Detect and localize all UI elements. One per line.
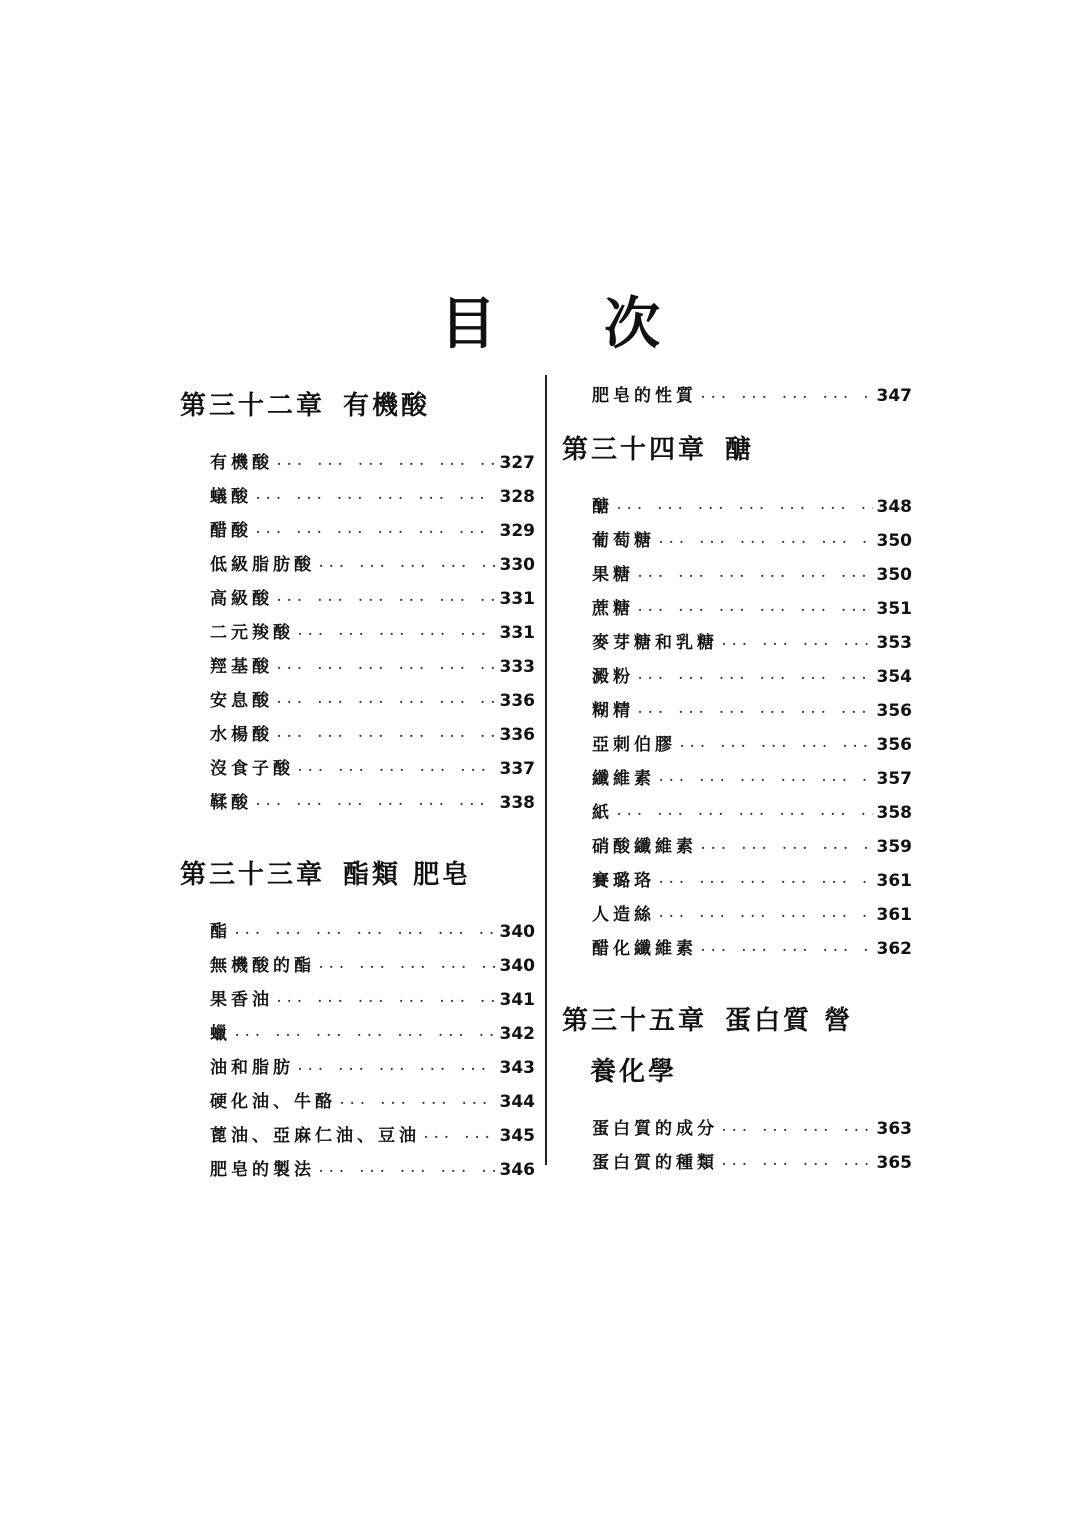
toc-entry[interactable] <box>180 788 535 822</box>
entry-label: 亞刺伯膠 <box>592 735 676 755</box>
entry-label: 纖維素 <box>592 769 655 789</box>
toc-entry[interactable] <box>180 686 535 720</box>
toc-entry[interactable] <box>180 652 535 686</box>
entry-page: 350 <box>876 565 912 585</box>
entry-label: 葡萄糖 <box>592 531 655 551</box>
entry-label: 果糖 <box>592 565 634 585</box>
dot-leader <box>277 994 496 1008</box>
toc-entry[interactable] <box>180 550 535 584</box>
page-title <box>440 280 660 360</box>
entry-page: 340 <box>499 956 535 976</box>
toc-entry[interactable] <box>562 560 912 594</box>
chapter-heading-34 <box>562 429 912 466</box>
entry-label: 肥皂的製法 <box>210 1160 315 1180</box>
toc-left-column <box>180 375 535 1189</box>
dot-leader <box>701 841 873 855</box>
entry-page: 348 <box>876 497 912 517</box>
toc-entry[interactable] <box>180 1121 535 1155</box>
toc-entry[interactable] <box>180 448 535 482</box>
toc-entry[interactable] <box>562 594 912 628</box>
chapter-number: 第三十三章 <box>180 860 326 890</box>
dot-leader <box>701 943 873 957</box>
chapter-number: 第三十五章 <box>562 1006 708 1036</box>
dot-leader <box>256 525 496 539</box>
entry-page: 341 <box>499 990 535 1010</box>
entry-label: 蓖油、亞麻仁油、豆油 <box>210 1126 420 1146</box>
entry-page: 337 <box>499 759 535 779</box>
entry-page: 331 <box>499 623 535 643</box>
toc-entry[interactable] <box>180 1087 535 1121</box>
entry-label: 蛋白質的種類 <box>592 1153 718 1173</box>
entry-page: 333 <box>499 657 535 677</box>
toc-entry[interactable] <box>562 1114 912 1148</box>
entry-page: 336 <box>499 725 535 745</box>
entry-page: 359 <box>876 837 912 857</box>
toc-entry[interactable] <box>562 696 912 730</box>
chapter-title: 酯類 肥皂 <box>343 860 472 890</box>
dot-leader <box>319 559 496 573</box>
entry-label: 醣 <box>592 497 613 517</box>
entry-label: 醋酸 <box>210 521 252 541</box>
dot-leader <box>659 875 873 889</box>
entry-label: 羥基酸 <box>210 657 273 677</box>
entry-page: 344 <box>499 1092 535 1112</box>
dot-leader <box>298 627 496 641</box>
entry-label: 低級脂肪酸 <box>210 555 315 575</box>
dot-leader <box>235 926 496 940</box>
entry-label: 糊精 <box>592 701 634 721</box>
chapter-heading-35 <box>562 1000 912 1088</box>
entry-label: 沒食子酸 <box>210 759 294 779</box>
toc-entry[interactable] <box>562 764 912 798</box>
toc-entry[interactable] <box>562 526 912 560</box>
toc-entry[interactable] <box>562 832 912 866</box>
dot-leader <box>277 593 496 607</box>
entry-label: 果香油 <box>210 990 273 1010</box>
column-divider <box>545 375 547 1165</box>
entry-label: 無機酸的酯 <box>210 956 315 976</box>
entry-page: 331 <box>499 589 535 609</box>
toc-entry[interactable] <box>562 934 912 968</box>
entry-label: 肥皂的性質 <box>592 386 697 406</box>
entry-label: 二元羧酸 <box>210 623 294 643</box>
entry-label: 酯 <box>210 922 231 942</box>
dot-leader <box>638 705 873 719</box>
chapter-title-continued: 養化學 <box>590 1057 678 1087</box>
title-char-2: 次 <box>604 291 660 357</box>
section-gap <box>180 822 535 844</box>
dot-leader <box>722 1157 873 1171</box>
dot-leader <box>277 695 496 709</box>
entry-page: 363 <box>876 1119 912 1139</box>
entry-label: 賽璐珞 <box>592 871 655 891</box>
entry-page: 356 <box>876 735 912 755</box>
toc-entry[interactable] <box>180 584 535 618</box>
toc-entry[interactable] <box>180 1019 535 1053</box>
dot-leader <box>638 569 873 583</box>
chapter-number: 第三十二章 <box>180 391 326 421</box>
entry-page: 361 <box>876 905 912 925</box>
toc-entry[interactable] <box>180 618 535 652</box>
title-char-1: 目 <box>440 291 496 357</box>
entry-page: 345 <box>499 1126 535 1146</box>
toc-entry[interactable] <box>180 516 535 550</box>
dot-leader <box>256 797 496 811</box>
dot-leader <box>235 1028 496 1042</box>
dot-leader <box>659 773 873 787</box>
entry-page: 338 <box>499 793 535 813</box>
entry-page: 328 <box>499 487 535 507</box>
dot-leader <box>277 661 496 675</box>
toc-entry[interactable] <box>562 662 912 696</box>
chapter-title: 蛋白質 營 <box>725 1006 854 1036</box>
entry-label: 有機酸 <box>210 453 273 473</box>
dot-leader <box>659 535 873 549</box>
dot-leader <box>319 960 496 974</box>
entry-label: 蔗糖 <box>592 599 634 619</box>
section-gap <box>562 968 912 990</box>
entry-page: 343 <box>499 1058 535 1078</box>
chapter-title: 醣 <box>725 435 755 465</box>
toc-entry[interactable] <box>180 951 535 985</box>
toc-entry[interactable] <box>562 1148 912 1182</box>
dot-leader <box>256 491 496 505</box>
entry-page: 342 <box>499 1024 535 1044</box>
entry-page: 330 <box>499 555 535 575</box>
chapter-heading-33 <box>180 854 535 891</box>
entry-page: 329 <box>499 521 535 541</box>
entry-page: 351 <box>876 599 912 619</box>
dot-leader <box>277 457 496 471</box>
chapter-number: 第三十四章 <box>562 435 708 465</box>
entry-page: 336 <box>499 691 535 711</box>
toc-entry[interactable] <box>562 381 912 415</box>
dot-leader <box>298 763 496 777</box>
dot-leader <box>298 1062 496 1076</box>
dot-leader <box>701 390 873 404</box>
toc-entry[interactable] <box>180 720 535 754</box>
dot-leader <box>277 729 496 743</box>
dot-leader <box>617 807 873 821</box>
dot-leader <box>617 501 873 515</box>
toc-entry[interactable] <box>180 482 535 516</box>
entry-page: 361 <box>876 871 912 891</box>
entry-label: 水楊酸 <box>210 725 273 745</box>
entry-label: 安息酸 <box>210 691 273 711</box>
entry-label: 鞣酸 <box>210 793 252 813</box>
dot-leader <box>319 1164 496 1178</box>
entry-page: 365 <box>876 1153 912 1173</box>
entry-label: 醋化纖維素 <box>592 939 697 959</box>
entry-label: 蛋白質的成分 <box>592 1119 718 1139</box>
chapter-heading-32 <box>180 385 535 422</box>
entry-label: 紙 <box>592 803 613 823</box>
dot-leader <box>722 637 873 651</box>
entry-label: 人造絲 <box>592 905 655 925</box>
entry-label: 蠟 <box>210 1024 231 1044</box>
toc-entry[interactable] <box>180 754 535 788</box>
entry-page: 350 <box>876 531 912 551</box>
toc-entry[interactable] <box>562 798 912 832</box>
dot-leader <box>340 1096 496 1110</box>
toc-entry[interactable] <box>180 1155 535 1189</box>
toc-entry[interactable] <box>180 917 535 951</box>
entry-label: 油和脂肪 <box>210 1058 294 1078</box>
dot-leader <box>722 1123 873 1137</box>
entry-label: 麥芽糖和乳糖 <box>592 633 718 653</box>
toc-entry[interactable] <box>180 1053 535 1087</box>
entry-page: 347 <box>876 386 912 406</box>
toc-entry[interactable] <box>562 900 912 934</box>
entry-label: 硝酸纖維素 <box>592 837 697 857</box>
entry-page: 340 <box>499 922 535 942</box>
toc-entry[interactable] <box>562 628 912 662</box>
toc-entry[interactable] <box>562 866 912 900</box>
entry-label: 硬化油、牛酪 <box>210 1092 336 1112</box>
entry-page: 358 <box>876 803 912 823</box>
toc-entry[interactable] <box>562 492 912 526</box>
dot-leader <box>638 603 873 617</box>
entry-page: 353 <box>876 633 912 653</box>
toc-entry[interactable] <box>180 985 535 1019</box>
entry-page: 327 <box>499 453 535 473</box>
entry-page: 354 <box>876 667 912 687</box>
entry-label: 澱粉 <box>592 667 634 687</box>
entry-label: 高級酸 <box>210 589 273 609</box>
toc-right-column <box>562 375 912 1182</box>
dot-leader <box>680 739 873 753</box>
entry-page: 362 <box>876 939 912 959</box>
entry-page: 357 <box>876 769 912 789</box>
dot-leader <box>424 1130 496 1144</box>
entry-page: 356 <box>876 701 912 721</box>
toc-entry[interactable] <box>562 730 912 764</box>
entry-label: 蟻酸 <box>210 487 252 507</box>
chapter-title: 有機酸 <box>343 391 431 421</box>
entry-page: 346 <box>499 1160 535 1180</box>
dot-leader <box>638 671 873 685</box>
dot-leader <box>659 909 873 923</box>
